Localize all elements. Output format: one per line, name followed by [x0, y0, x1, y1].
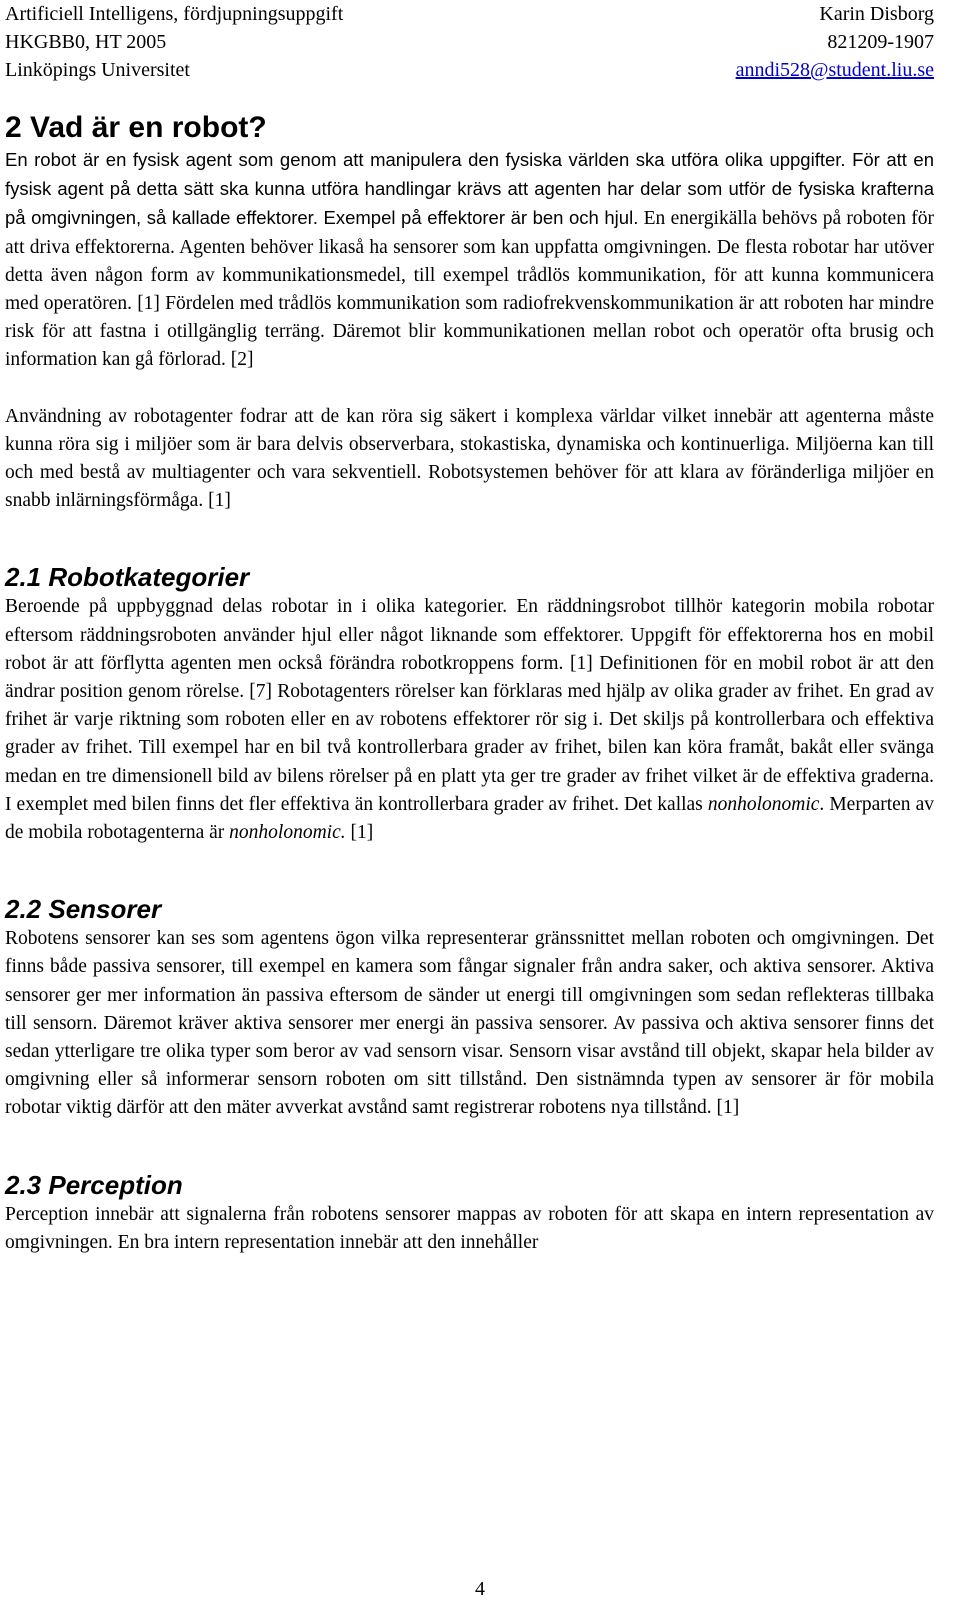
section-2-serif-text: En energikälla behövs på roboten för att driva effektorerna. Agenten behöver likaså ha sensorer som kan uppfatta omgivningen. — [5, 208, 934, 258]
header-row-1 — [5, 0, 934, 28]
page-header — [5, 0, 934, 84]
section-2-1-text-before: Beroende på uppbyggnad delas robotar in i olika kategorier. En räddningsrobot tillhör kategorin mobila robotar eftersom räddningsroboten använder hjul eller något liknande som effektorer. Uppgift för effektorerna hos en mobil robot är att förflytta agenten men också förändra robotkroppens form. [1] Definitionen för en mobil robot är att den ändrar position genom rörelse. [7] Robotagenters rörelser kan förklaras med hjälp av olika grader av frihet. En grad av frihet är varje riktning som roboten eller en av robotens effektorer rör sig i. Det skiljs på kontrollerbara och effektiva grader av frihet. Till exempel har en bil två kontrollerbara grader av frihet, bilen kan köra framåt, bakåt eller svänga medan en tre dimensionell bild av bilens rörelser på en platt yta ger tre grader av frihet vilket är de effektiva graderna. I exemplet med bilen finns det fler effektiva än kontrollerbara grader av frihet. Det kallas — [5, 596, 934, 815]
section-2-1-italic-2: nonholonomic. — [229, 822, 346, 844]
section-2-1-text-after: [1] — [345, 822, 374, 844]
section-2-3-paragraph: Perception innebär att signalerna från robotens sensorer mappas av roboten för att skapa en intern representation av omgivningen. En bra intern representation innebär att den innehåller — [5, 1203, 934, 1253]
section-gap — [5, 847, 934, 893]
header-author: Karin Disborg — [819, 3, 934, 25]
section-2-1-italic-1: nonholonomic — [707, 793, 820, 815]
section-2-paragraph-1 — [5, 146, 934, 375]
header-id: 821209-1907 — [827, 31, 934, 53]
header-code: HKGBB0, HT 2005 — [5, 31, 167, 53]
section-heading-2-2: 2.2 Sensorer — [5, 894, 162, 925]
section-2-rest-text: De flesta robotar har utöver detta även någon form av kommunikationsmedel, till exempel trådlös kommunikation, för att kunna kommunicera med operatören. [1] Fördelen med trådlös kommunikation som radiofrekvenskommunikation är att roboten har mindre risk för att fastna i otillgänglig terräng. Däremot blir kommunikationen mellan robot och operatör ofta brusig och information kan gå förlorad. [2] — [5, 236, 934, 371]
section-gap — [5, 515, 934, 561]
section-heading-2: 2 Vad är en robot? — [5, 111, 267, 144]
document-page — [5, 0, 934, 1257]
header-email-link[interactable]: anndi528@student.liu.se — [735, 59, 934, 81]
section-2-1-text-middle: . Merparten av de mobila robotagenterna är — [5, 793, 934, 844]
page-number: 4 — [475, 1578, 485, 1600]
header-row-2 — [5, 28, 934, 56]
paragraph-gap — [5, 375, 934, 403]
section-2-2-paragraph: Robotens sensorer kan ses som agentens ögon vilka representerar gränssnittet mellan roboten och omgivningen. Det finns både passiva sensorer, till exempel en kamera som fångar signaler från andra saker, och aktiva sensorer. Aktiva sensorer ger mer information än passiva eftersom de sänder ut energi till omgivningen som sedan reflekteras tillbaka till sensorn. Däremot kräver aktiva sensorer mer energi än passiva sensorer. Av passiva och aktiva sensorer finns det sedan ytterligare tre olika typer som beror av vad sensorn visar. Sensorn visar avstånd till objekt, skapar hela bilder av omgivning eller så informerar sensorn roboten om sitt tillstånd. Den sistnämnda typen av sensorer är för mobila robotar viktig därför att den mäter avverkat avstånd samt registrerar robotens nya tillstånd. [1] — [5, 928, 934, 1119]
header-course: Artificiell Intelligens, fördjupningsuppgift — [5, 3, 344, 25]
section-2-1-paragraph — [5, 593, 934, 847]
section-heading-2-1: 2.1 Robotkategorier — [5, 562, 250, 593]
header-university: Linköpings Universitet — [5, 59, 190, 81]
section-gap — [5, 1123, 934, 1169]
section-2-sans-text: En robot är en fysisk agent som genom att manipulera den fysiska världen ska utföra olika uppgifter. För att en fysisk agent på detta sätt ska kunna utföra handlingar krävs att agenten har delar som utför de fysiska krafterna på omgivningen, så kallade effektorer. Exempel på effektorer är ben och hjul. — [5, 149, 934, 229]
section-2-paragraph-2: Användning av robotagenter fodrar att de kan röra sig säkert i komplexa världar vilket innebär att agenterna måste kunna röra sig i miljöer som är bara delvis observerbara, stokastiska, dynamiska och kontinuerliga. Miljöerna kan till och med bestå av multiagenter och vara sekventiell. Robotsystemen behöver för att klara av föränderliga miljöer en snabb inlärningsförmåga. [1] — [5, 405, 934, 512]
header-row-3 — [5, 56, 934, 84]
section-heading-2-3: 2.3 Perception — [5, 1169, 183, 1200]
